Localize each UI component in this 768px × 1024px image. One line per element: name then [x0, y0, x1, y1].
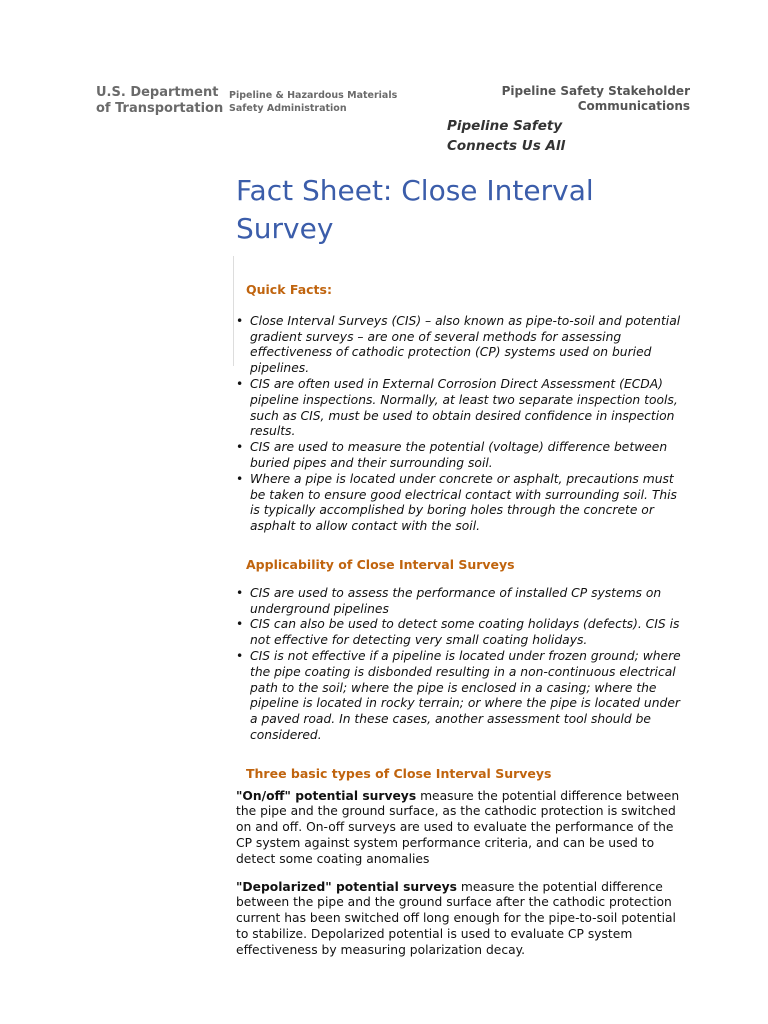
list-item: • CIS can also be used to detect some coating holidays (defects). CIS is not effective for detecting very small coating holidays. — [236, 617, 686, 649]
applicability-heading: Applicability of Close Interval Surveys — [246, 556, 515, 572]
dot-line1: U.S. Department — [96, 85, 219, 100]
applicability-list — [236, 586, 686, 744]
title-line1: Fact Sheet: Close Interval — [236, 174, 594, 207]
tagline-line2: Connects Us All — [447, 138, 566, 154]
list-item: • CIS are used to measure the potential (voltage) difference between buried pipes and their surrounding soil. — [236, 440, 686, 472]
page-title — [236, 172, 676, 248]
tagline-line1: Pipeline Safety — [447, 118, 563, 134]
main-content — [236, 282, 686, 958]
dot-header — [96, 85, 226, 117]
list-item: • CIS are often used in External Corrosion Direct Assessment (ECDA) pipeline inspections. Normally, at least two separate inspection tools, such as CIS, must be used to obtain desired confidence in inspection results. — [236, 377, 686, 440]
depolarized-paragraph — [236, 880, 686, 959]
depolarized-text: measure the potential difference between the pipe and the ground surface after the cathodic protection current has been switched off long enough for the pipe-to-soil potential to stabilize. Depolarized potential is used to evaluate CP system effectiveness by measuring polarization decay. — [236, 879, 676, 957]
phmsa-header — [229, 89, 409, 115]
dot-line2: of Transportation — [96, 101, 224, 116]
on-off-lead: "On/off" potential surveys — [236, 788, 417, 803]
depolarized-lead: "Depolarized" potential surveys — [236, 879, 457, 894]
on-off-text: measure the potential difference between the pipe and the ground surface, as the cathodic protection is switched on and off. On-off surveys are used to evaluate the performance of the CP system against system performance criteria, and can be used to detect some coating anomalies — [236, 788, 680, 866]
on-off-paragraph — [236, 789, 686, 868]
quick-facts-list — [236, 314, 686, 535]
list-item: • CIS are used to assess the performance of installed CP systems on underground pipelines — [236, 586, 686, 618]
stakeholder-line1: Pipeline Safety Stakeholder — [501, 84, 690, 98]
quick-facts-heading: Quick Facts: — [246, 282, 332, 297]
list-item: • Close Interval Surveys (CIS) – also known as pipe-to-soil and potential gradient surveys – are one of several methods for assessing effectiveness of cathodic protection (CP) systems used on buried pipelines. — [236, 314, 686, 377]
stakeholder-header — [502, 84, 690, 114]
tagline — [447, 116, 565, 156]
vertical-divider — [233, 256, 234, 366]
phmsa-line2: Safety Administration — [229, 103, 347, 114]
stakeholder-line2: Communications — [577, 99, 690, 113]
phmsa-line1: Pipeline & Hazardous Materials — [229, 90, 398, 101]
title-line2: Survey — [236, 212, 334, 245]
list-item: • CIS is not effective if a pipeline is located under frozen ground; where the pipe coating is disbonded resulting in a non-continuous electrical path to the soil; where the pipe is enclosed in a casing; where the pipeline is located in rocky terrain; or where the pipe is located under a paved road. In these cases, another assessment tool should be considered. — [236, 649, 686, 744]
list-item: • Where a pipe is located under concrete or asphalt, precautions must be taken to ensure good electrical contact with surrounding soil. This is typically accomplished by boring holes through the concrete or asphalt to allow contact with the soil. — [236, 472, 686, 535]
types-heading: Three basic types of Close Interval Surveys — [246, 765, 552, 781]
